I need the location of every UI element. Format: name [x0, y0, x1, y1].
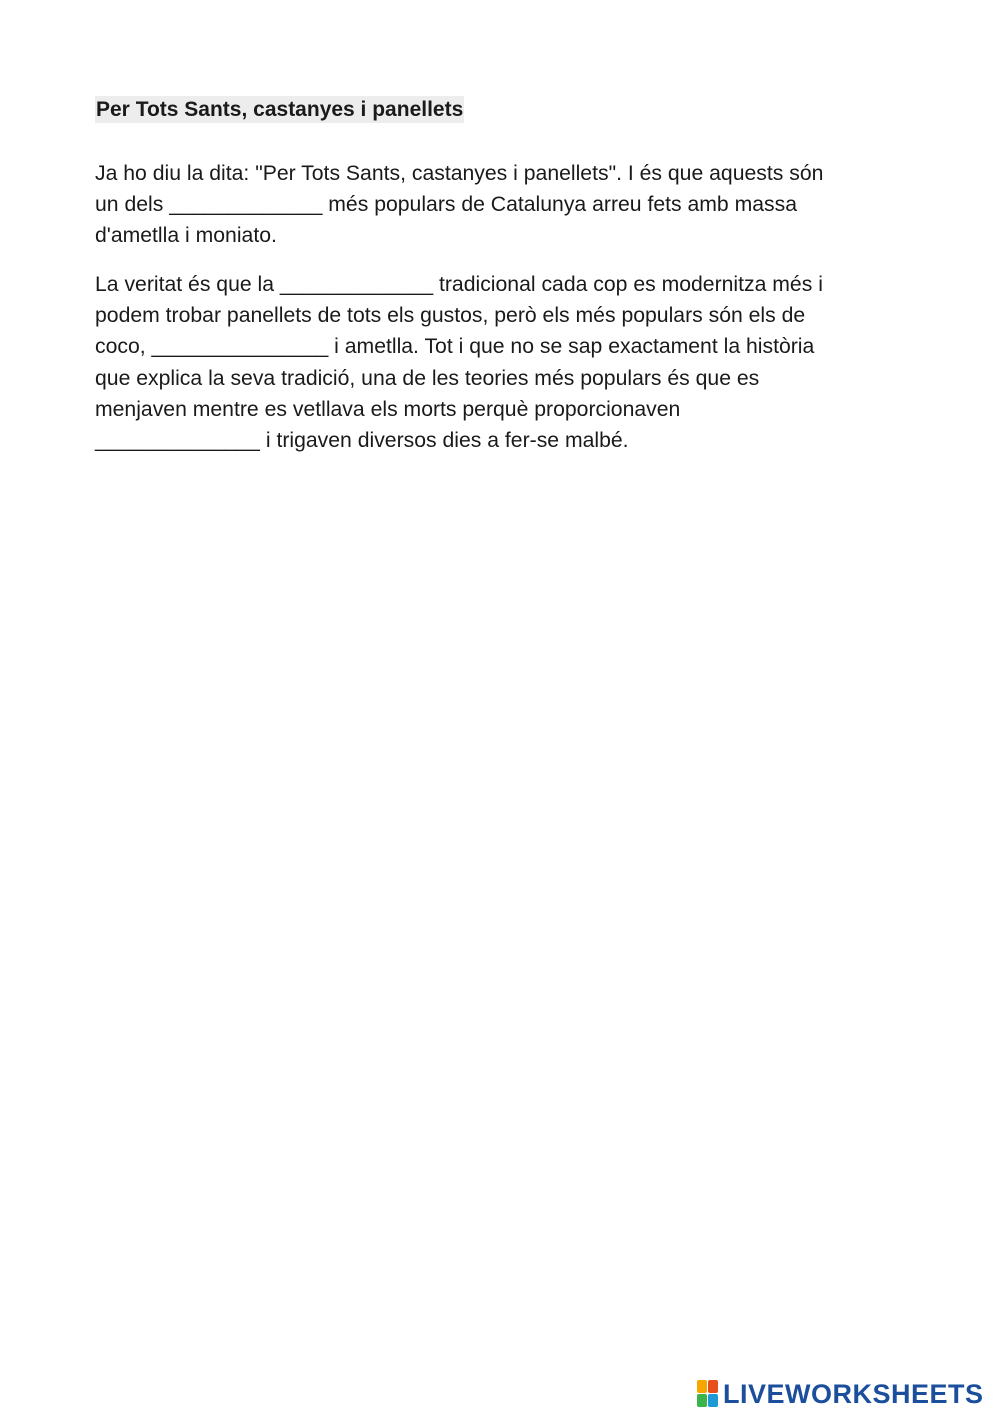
paragraph-line: Ja ho diu la dita: "Per Tots Sants, castanyes i panellets". I és que aquests són	[95, 162, 824, 185]
paragraph-line: podem trobar panellets de tots els gustos, però els més populars són els de	[95, 304, 806, 328]
paragraph-1	[95, 158, 915, 252]
document-title: Per Tots Sants, castanyes i panellets	[96, 98, 464, 121]
paragraph-line: un dels _____________ més populars de Catalunya arreu fets amb massa	[95, 193, 797, 217]
paragraph-line: ______________ i trigaven diversos dies a fer-se malbé.	[95, 428, 629, 452]
brand-text: LIVEWORKSHEETS	[723, 1379, 984, 1409]
liveworksheets-logo-icon	[697, 1380, 719, 1408]
paragraph-line: menjaven mentre es vetllava els morts perquè proporcionaven	[95, 397, 681, 421]
paragraph-2	[95, 269, 915, 456]
paragraph-line: coco, _______________ i ametlla. Tot i que no se sap exactament la història	[95, 335, 815, 359]
paragraph-line: d'ametlla i moniato.	[95, 224, 277, 248]
liveworksheets-brand	[697, 1377, 984, 1411]
paragraph-line: La veritat és que la _____________ tradicional cada cop es modernitza més i	[95, 273, 823, 296]
paragraph-line: que explica la seva tradició, una de les teories més populars és que es	[95, 366, 760, 390]
